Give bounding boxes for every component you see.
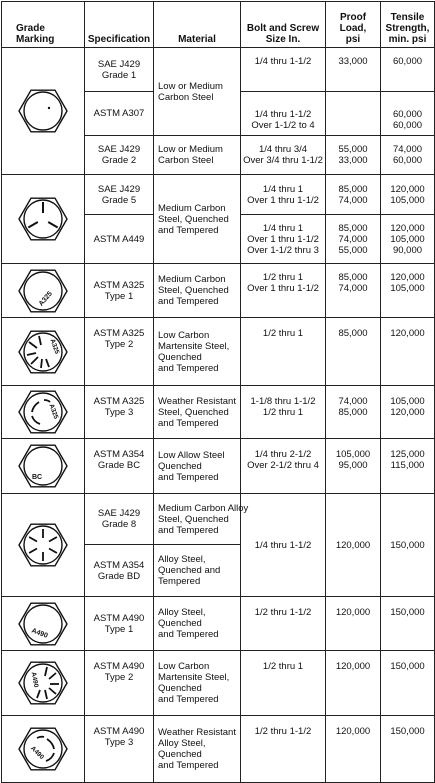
spec-line: Type 1 [104, 290, 134, 302]
spec-line: ASTM A354 [93, 449, 145, 460]
grade-marking-cell [2, 175, 85, 264]
proof-line: 105,000 [335, 449, 371, 460]
spec-line: Type 1 [104, 623, 134, 635]
specification-cell [85, 48, 154, 92]
tensile-strength-cell: 60,000 [381, 48, 435, 92]
size-cell [241, 175, 326, 215]
tensile-line: 125,000 [390, 449, 425, 460]
material-line: and Tempered [158, 471, 219, 483]
hex-head-bc-marking-icon [13, 440, 73, 492]
specification-cell [85, 386, 154, 439]
material-line: Quenched [158, 683, 202, 694]
size-cell: 1/2 thru 1-1/2 [241, 716, 326, 783]
header-size-line: Bolt and Screw [246, 23, 320, 34]
specification-cell [85, 175, 154, 215]
table-row [2, 439, 435, 494]
material-line: Alloy Steel, [158, 738, 206, 749]
material-line: Low Allow Steel [158, 449, 225, 461]
header-proof-load [326, 2, 381, 48]
head-mark-text: BC [31, 474, 43, 481]
hex-head-a325-three-arcs-icon [13, 386, 73, 438]
proof-load-cell [326, 439, 381, 494]
header-tensile-line: Tensile [390, 12, 425, 23]
tensile-line: 120,000 [390, 407, 425, 418]
spec-line: SAE J429 [97, 183, 141, 195]
material-line: and Tempered [158, 417, 219, 429]
spec-line: ASTM A490 [93, 612, 145, 624]
grade-marking-cell [2, 264, 85, 318]
proof-line: 85,000 [338, 272, 368, 283]
header-proof-line: Load, [339, 23, 367, 34]
head-mark-text: A490 [30, 626, 49, 640]
material-line: Martensite Steel, [158, 340, 230, 352]
specification-cell [85, 439, 154, 494]
material-line: and Tempered [158, 524, 219, 536]
bolt-grade-table-page [1, 1, 434, 780]
material-line: and Tempered [158, 694, 219, 705]
header-size [241, 2, 326, 48]
head-mark-text: A325 [47, 402, 60, 420]
header-tensile-line: Strength, [385, 23, 430, 34]
size-cell: 1/4 thru 1-1/2 [241, 48, 326, 92]
material-cell [154, 651, 241, 716]
table-row [2, 264, 435, 318]
material-line: Quenched and [158, 565, 221, 576]
proof-load-cell: 85,000 [326, 318, 381, 386]
grade-marking-cell [2, 494, 85, 597]
tensile-line: 60,000 [392, 155, 423, 166]
material-cell [154, 597, 241, 651]
material-cell [154, 136, 241, 175]
proof-load-cell [326, 264, 381, 318]
size-line: 1/4 thru 3/4 [258, 144, 308, 155]
table-row [2, 48, 435, 92]
spec-line: Grade 5 [101, 194, 137, 206]
grade-marking-cell [2, 651, 85, 716]
proof-line: 85,000 [338, 183, 368, 195]
size-cell [241, 439, 326, 494]
material-line: Carbon Steel [158, 91, 214, 103]
spec-line: ASTM A354 [93, 559, 145, 571]
material-line: Carbon Steel [158, 155, 214, 166]
spec-line: Type 3 [104, 407, 134, 418]
tensile-strength-cell: 150,000 [381, 494, 435, 597]
header-grade-marking: Grade Marking [2, 2, 85, 48]
table-row [2, 716, 435, 783]
size-line: Over 1-1/2 thru 3 [247, 244, 319, 256]
head-mark-text: A490 [29, 671, 40, 689]
specification-cell [85, 264, 154, 318]
specification-cell [85, 136, 154, 175]
size-line: 1/4 thru 1 [262, 183, 304, 195]
size-line: 1/4 thru 1 [262, 222, 304, 234]
table-row [2, 318, 435, 386]
size-line: Over 1 thru 1-1/2 [247, 233, 319, 245]
proof-line: 55,000 [338, 144, 368, 155]
spec-line: ASTM A325 [93, 396, 145, 407]
material-line: Steel, Quenched [158, 513, 229, 525]
tensile-strength-cell [381, 439, 435, 494]
header-proof-line: Proof [339, 12, 367, 23]
material-line: and Tempered [158, 296, 219, 307]
material-cell [154, 386, 241, 439]
hex-head-a490-three-arcs-icon [13, 723, 73, 775]
proof-load-cell [326, 215, 381, 264]
tensile-line: 74,000 [392, 144, 423, 155]
proof-line: 33,000 [338, 155, 368, 166]
header-tensile-line: min. psi [388, 34, 427, 45]
proof-load-cell [326, 136, 381, 175]
spec-line: Grade BC [97, 460, 141, 471]
material-line: and Tempered [158, 362, 219, 374]
material-line: Quenched [158, 460, 202, 472]
tensile-line: 105,000 [390, 396, 425, 407]
material-line: Medium Carbon [158, 274, 226, 285]
material-line: and Tempered [158, 224, 219, 236]
material-line: Alloy Steel, [158, 554, 206, 565]
spec-line: SAE J429 [97, 508, 141, 519]
head-mark-text: A325 [48, 337, 61, 355]
material-line: and Tempered [158, 760, 219, 771]
grade-marking-cell [2, 597, 85, 651]
size-line: 1/2 thru 1 [262, 407, 304, 418]
proof-load-cell: 33,000 [326, 48, 381, 92]
tensile-line: 60,000 [392, 120, 423, 131]
tensile-line: 90,000 [392, 244, 423, 256]
size-line: Over 2-1/2 thru 4 [247, 460, 319, 471]
size-cell: 1/4 thru 1-1/2 [241, 494, 326, 597]
proof-load-cell: 120,000 [326, 597, 381, 651]
size-cell: 1/2 thru 1 [241, 318, 326, 386]
spec-line: SAE J429 [97, 58, 141, 70]
material-cell [154, 48, 241, 136]
tensile-strength-cell [381, 264, 435, 318]
material-cell [154, 439, 241, 494]
hex-head-a325-marking-icon [13, 265, 73, 317]
size-line: 1/2 thru 1 [262, 272, 304, 283]
header-material: Material [154, 2, 241, 48]
bolt-grade-table [1, 1, 435, 783]
proof-line: 74,000 [338, 233, 368, 245]
tensile-strength-cell [381, 386, 435, 439]
size-line: 1-1/8 thru 1-1/2 [250, 396, 316, 407]
size-line: 1/4 thru 2-1/2 [254, 449, 312, 460]
table-row [2, 651, 435, 716]
size-line: Over 1 thru 1-1/2 [247, 283, 319, 294]
material-cell [154, 716, 241, 783]
material-line: and Tempered [158, 629, 219, 640]
header-tensile-strength [381, 2, 435, 48]
spec-line: ASTM A325 [93, 279, 145, 291]
material-line: Medium Carbon [158, 202, 226, 214]
size-line: Over 1 thru 1-1/2 [247, 194, 319, 206]
spec-line: Type 2 [104, 339, 134, 350]
tensile-line: 105,000 [390, 233, 425, 245]
proof-line: 85,000 [338, 222, 368, 234]
proof-line: 74,000 [338, 283, 368, 294]
proof-line: 55,000 [338, 244, 368, 256]
header-specification: Specification [85, 2, 154, 48]
tensile-strength-cell: 120,000 [381, 318, 435, 386]
hex-head-a325-six-lines-icon [13, 326, 73, 378]
proof-load-cell [326, 92, 381, 136]
material-line: Weather Resistant [158, 727, 236, 738]
material-line: Quenched [158, 351, 202, 363]
material-line: Low or Medium [158, 144, 223, 155]
tensile-line: 120,000 [390, 272, 425, 283]
material-line: Low or Medium [158, 80, 223, 92]
material-line: Steel, Quenched [158, 285, 229, 296]
spec-line: ASTM A325 [93, 328, 145, 339]
spec-line: Grade 1 [101, 69, 137, 81]
header-row [2, 2, 435, 48]
specification-cell: ASTM A449 [85, 215, 154, 264]
spec-line: Grade BD [97, 570, 141, 582]
tensile-line: 105,000 [390, 194, 425, 206]
material-line: Quenched [158, 618, 202, 629]
specification-cell [85, 716, 154, 783]
proof-line: 95,000 [338, 460, 368, 471]
hex-head-three-radial-lines-icon [13, 193, 73, 245]
spec-line: Grade 8 [101, 519, 137, 530]
size-cell [241, 136, 326, 175]
specification-cell: ASTM A307 [85, 92, 154, 136]
size-cell [241, 386, 326, 439]
grade-marking-cell [2, 386, 85, 439]
proof-load-cell: 120,000 [326, 651, 381, 716]
size-cell [241, 215, 326, 264]
tensile-line: 120,000 [390, 222, 425, 234]
tensile-line: 105,000 [390, 283, 425, 294]
tensile-line: 60,000 [392, 109, 423, 120]
tensile-strength-cell: 150,000 [381, 716, 435, 783]
material-cell [154, 264, 241, 318]
grade-marking-cell [2, 318, 85, 386]
material-line: Low Carbon [158, 329, 210, 341]
proof-line: 74,000 [338, 194, 368, 206]
size-line: Over 1-1/2 to 4 [251, 120, 315, 131]
proof-load-cell: 120,000 [326, 494, 381, 597]
specification-cell [85, 494, 154, 545]
material-line: Low Carbon [158, 661, 210, 672]
grade-marking-cell [2, 439, 85, 494]
proof-line: 74,000 [338, 396, 368, 407]
tensile-strength-cell [381, 92, 435, 136]
material-line: Steel, Quenched [158, 213, 229, 225]
tensile-line: 120,000 [390, 183, 425, 195]
material-cell [154, 175, 241, 264]
hex-head-a490-marking-icon [13, 598, 73, 650]
header-size-line: Size In. [265, 34, 301, 45]
head-mark-text: A490 [29, 744, 46, 761]
size-cell [241, 92, 326, 136]
tensile-strength-cell [381, 215, 435, 264]
specification-cell [85, 545, 154, 597]
spec-line: Type 3 [104, 737, 134, 748]
specification-cell [85, 597, 154, 651]
material-line: Medium Carbon Alloy [158, 502, 249, 514]
grade-marking-cell [2, 716, 85, 783]
material-line: Alloy Steel, [158, 607, 206, 618]
tensile-line: 115,000 [390, 460, 425, 471]
table-row [2, 175, 435, 215]
table-row [2, 386, 435, 439]
specification-cell [85, 318, 154, 386]
material-line: Steel, Quenched [158, 406, 229, 418]
hex-head-no-marking-icon [13, 85, 73, 137]
proof-load-cell [326, 175, 381, 215]
spec-line: SAE J429 [97, 144, 141, 155]
material-cell [154, 494, 249, 545]
table-row [2, 494, 435, 545]
size-line: 1/4 thru 1-1/2 [254, 109, 312, 120]
material-line: Weather Resistant [158, 395, 236, 407]
table-row [2, 597, 435, 651]
tensile-strength-cell [381, 175, 435, 215]
head-mark-text: A325 [37, 289, 54, 308]
tensile-strength-cell [381, 136, 435, 175]
hex-head-a490-radial-lines-icon [13, 657, 73, 709]
spec-line: Grade 2 [101, 155, 137, 166]
material-cell [154, 545, 241, 597]
spec-line: ASTM A490 [93, 661, 145, 672]
size-cell: 1/2 thru 1-1/2 [241, 597, 326, 651]
hex-head-six-radial-lines-icon [13, 519, 73, 571]
header-proof-line: psi [345, 34, 361, 45]
tensile-strength-cell: 150,000 [381, 651, 435, 716]
size-cell: 1/2 thru 1 [241, 651, 326, 716]
material-cell [154, 318, 241, 386]
proof-line: 85,000 [338, 407, 368, 418]
proof-load-cell: 120,000 [326, 716, 381, 783]
size-line: Over 3/4 thru 1-1/2 [243, 155, 323, 166]
size-cell [241, 264, 326, 318]
spec-line: ASTM A490 [93, 726, 145, 737]
material-line: Tempered [158, 576, 201, 587]
spec-line: Type 2 [104, 672, 134, 683]
material-line: Martensite Steel, [158, 672, 230, 683]
material-line: Quenched [158, 749, 202, 760]
grade-marking-cell [2, 48, 85, 175]
specification-cell [85, 651, 154, 716]
tensile-strength-cell: 150,000 [381, 597, 435, 651]
proof-load-cell [326, 386, 381, 439]
